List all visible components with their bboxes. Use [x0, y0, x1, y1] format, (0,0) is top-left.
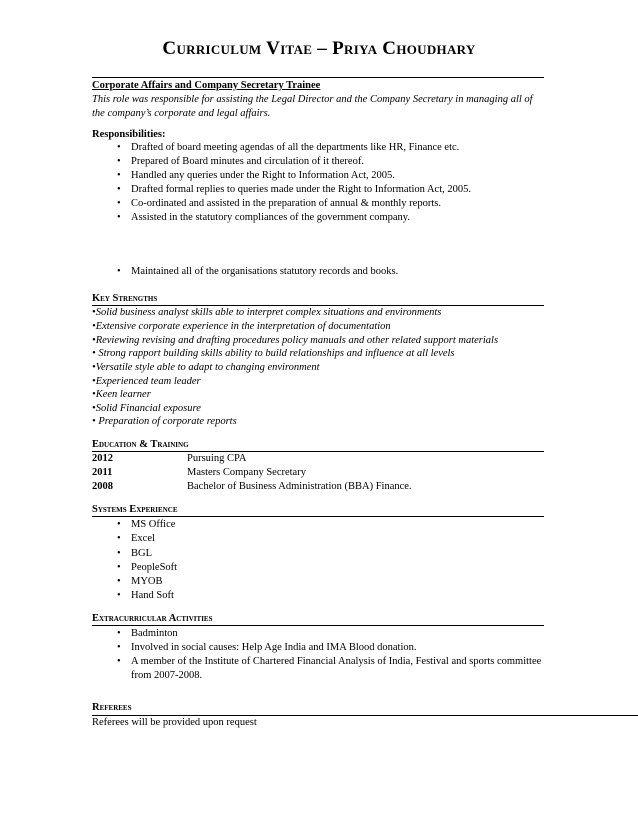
- bullet-icon: •: [117, 656, 121, 667]
- systems-divider: [92, 516, 544, 517]
- activity-item: A member of the Institute of Chartered Financial Analysis of India, Festival and sports committee: [131, 656, 542, 667]
- bullet-icon: •: [117, 142, 121, 153]
- education-desc: Bachelor of Business Administration (BBA) Finance.: [187, 481, 412, 492]
- responsibility-item: Drafted of board meeting agendas of all the departments like HR, Finance etc.: [131, 142, 460, 153]
- bullet-icon: •: [117, 642, 121, 653]
- education-year: 2012: [92, 453, 113, 464]
- system-item: MYOB: [131, 576, 163, 587]
- strength-item: •Extensive corporate experience in the interpretation of documentation: [92, 321, 391, 332]
- bullet-icon: •: [117, 184, 121, 195]
- bullet-icon: •: [117, 156, 121, 167]
- system-item: PeopleSoft: [131, 562, 178, 573]
- system-item: Hand Soft: [131, 590, 174, 601]
- bullet-icon: •: [117, 212, 121, 223]
- systems-heading: Systems Experience: [92, 504, 178, 515]
- bullet-icon: •: [117, 533, 121, 544]
- responsibility-item: Handled any queries under the Right to Information Act, 2005.: [131, 170, 395, 181]
- role-summary-line2: the company’s corporate and legal affairs.: [92, 108, 271, 119]
- education-year: 2008: [92, 481, 113, 492]
- strength-item: •Experienced team leader: [92, 376, 201, 387]
- activity-item: Involved in social causes: Help Age India and IMA Blood donation.: [131, 642, 417, 653]
- referees-text: Referees will be provided upon request: [92, 717, 257, 728]
- extracurricular-heading: Extracurricular Activities: [92, 613, 213, 624]
- key-strengths-heading: Key Strengths: [92, 293, 158, 304]
- strength-item: •Reviewing revising and drafting procedures policy manuals and other related support materials: [92, 335, 499, 346]
- strength-item: • Preparation of corporate reports: [92, 416, 237, 427]
- page-title: Curriculum Vitae – Priya Choudhary: [162, 38, 476, 59]
- bullet-icon: •: [117, 519, 121, 530]
- activity-item: Badminton: [131, 628, 178, 639]
- bullet-icon: •: [117, 198, 121, 209]
- referees-heading: Referees: [92, 702, 132, 713]
- extracurricular-divider: [92, 625, 544, 626]
- education-year: 2011: [92, 467, 113, 478]
- bullet-icon: •: [117, 628, 121, 639]
- responsibility-item: Prepared of Board minutes and circulation of it thereof.: [131, 156, 364, 167]
- education-desc: Masters Company Secretary: [187, 467, 306, 478]
- role-summary-line1: This role was responsible for assisting the Legal Director and the Company Secretary in managing all of: [92, 94, 533, 105]
- system-item: BGL: [131, 548, 152, 559]
- bullet-icon: •: [117, 576, 121, 587]
- education-desc: Pursuing CPA: [187, 453, 247, 464]
- responsibility-item: Maintained all of the organisations statutory records and books.: [131, 266, 399, 277]
- system-item: MS Office: [131, 519, 176, 530]
- responsibility-item: Co-ordinated and assisted in the preparation of annual & monthly reports.: [131, 198, 441, 209]
- strength-item: •Solid Financial exposure: [92, 403, 201, 414]
- bullet-icon: •: [117, 590, 121, 601]
- title-divider: [92, 77, 544, 78]
- bullet-icon: •: [117, 266, 121, 277]
- system-item: Excel: [131, 533, 155, 544]
- bullet-icon: •: [117, 170, 121, 181]
- education-divider: [92, 451, 544, 452]
- responsibility-item: Drafted formal replies to queries made under the Right to Information Act, 2005.: [131, 184, 471, 195]
- strength-item: •Versatile style able to adapt to changing environment: [92, 362, 320, 373]
- activity-item-continued: from 2007-2008.: [131, 670, 203, 681]
- strength-item: •Solid business analyst skills able to interpret complex situations and environments: [92, 307, 442, 318]
- bullet-icon: •: [117, 562, 121, 573]
- bullet-icon: •: [117, 548, 121, 559]
- strength-item: •Keen learner: [92, 389, 151, 400]
- role-heading: Corporate Affairs and Company Secretary Trainee: [92, 80, 321, 91]
- education-heading: Education & Training: [92, 439, 189, 450]
- responsibilities-heading: Responsibilities:: [92, 129, 166, 140]
- strength-item: • Strong rapport building skills ability to build relationships and influence at all levels: [92, 348, 455, 359]
- responsibility-item: Assisted in the statutory compliances of the government company.: [131, 212, 410, 223]
